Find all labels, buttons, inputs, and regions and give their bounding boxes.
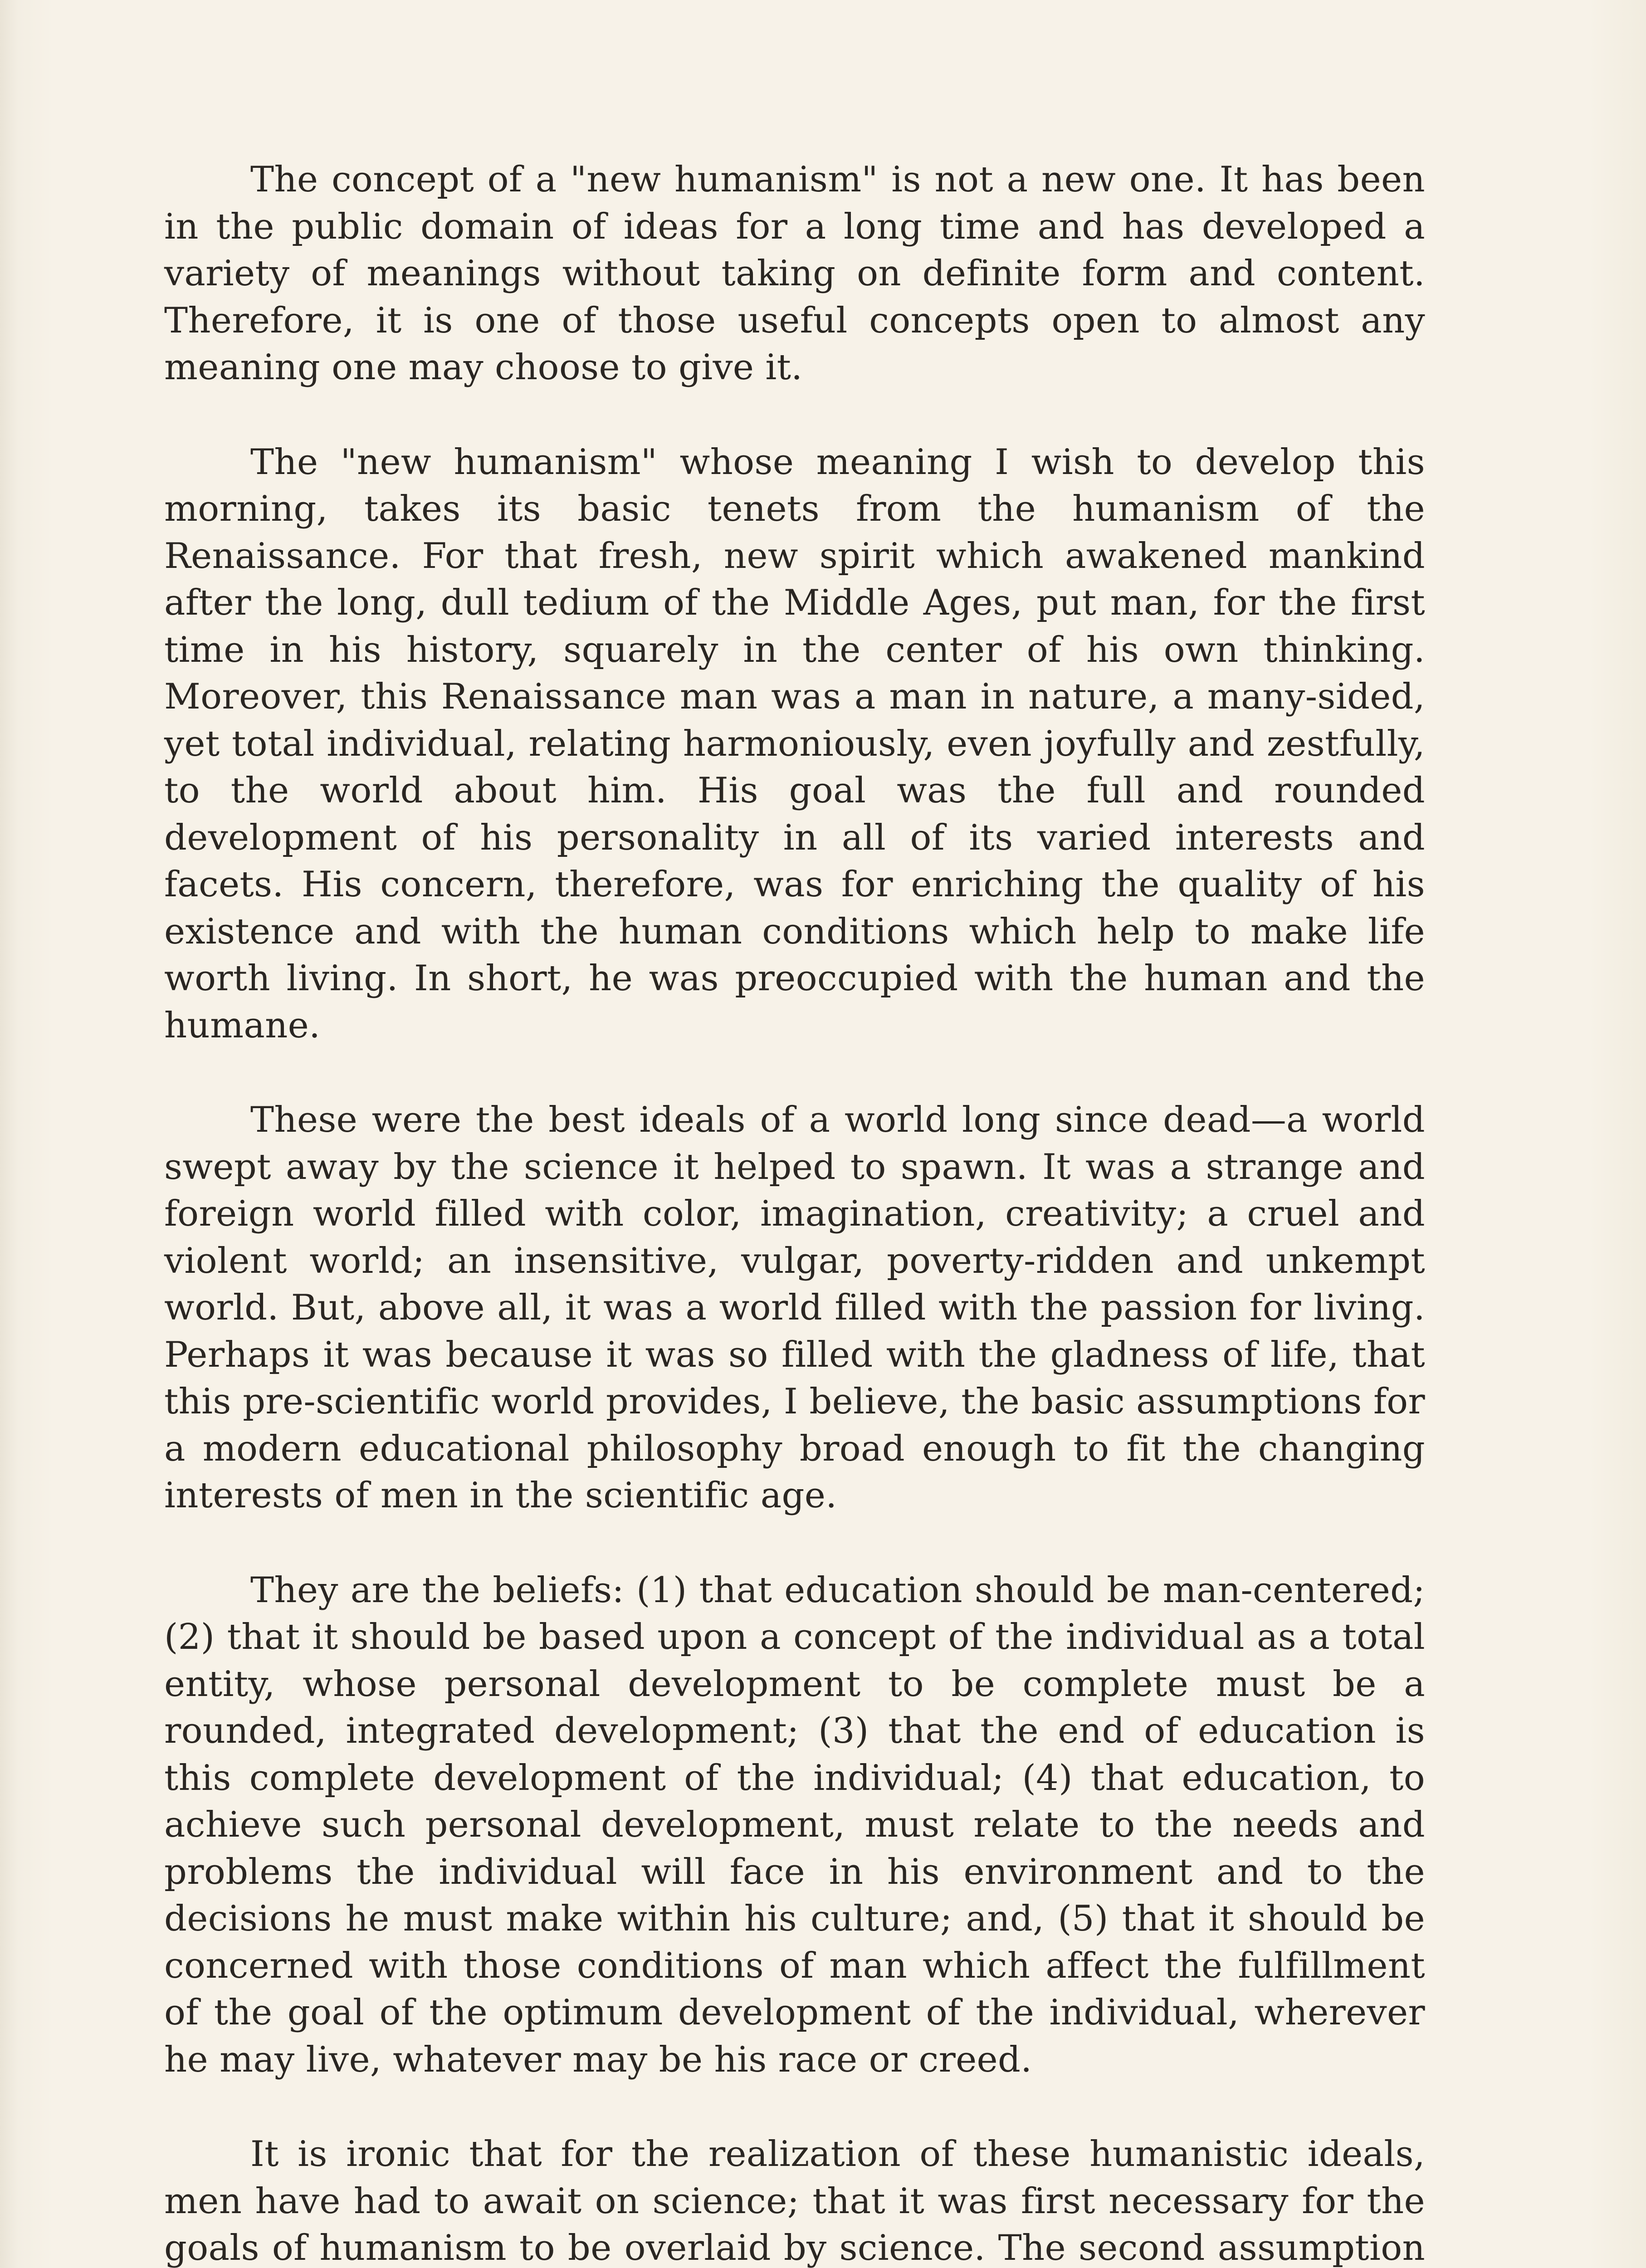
body-text	[164, 156, 1425, 2268]
paragraph-5: It is ironic that for the realization of these humanistic ideals, men have had to await on science; that it was first necessary for the goals of humanism to be overlaid by science. The second assumption	[164, 2134, 1425, 2268]
paragraph-3: These were the best ideals of a world long since dead—a world swept away by the science it helped to spawn. It was a strange and foreign world filled with color, imagination, creativity; a cruel and violent world; an insensitive, vulgar, poverty-ridden and unkempt world. But, above all, it was a world filled with the passion for living. Perhaps it was because it was so filled with the gladness of life, that this pre-scientific world provides, I believe, the basic assumptions for a modern educational philosophy broad enough to fit the changing interests of men in the scientific age.	[164, 1100, 1425, 1516]
paragraph-4: They are the beliefs: (1) that education should be man-centered; (2) that it should be based upon a concept of the individual as a total entity, whose personal development to be complete must be a rounded, integrated development; (3) that the end of education is this complete development of the individual; (4) that education, to achieve such personal development, must relate to the needs and problems the individual will face in his environment and to the decisions he must make within his culture; and, (5) that it should be concerned with those conditions of man which affect the fulfillment of the goal of the optimum development of the individual, wherever he may live, whatever may be his race or creed.	[164, 1569, 1425, 2080]
paragraph-1: The concept of a "new humanism" is not a new one. It has been in the public domain of ideas for a long time and has developed a variety of meanings without taking on definite form and content. Therefore, it is one of those useful concepts open to almost any meaning one may choose to give it.	[164, 159, 1425, 388]
paragraph-2: The "new humanism" whose meaning I wish to develop this morning, takes its basic tenets from the humanism of the Renaissance. For that fresh, new spirit which awakened mankind after the long, dull tedium of the Middle Ages, put man, for the first time in his history, squarely in the center of his own thinking. Moreover, this Renaissance man was a man in nature, a many-sided, yet total individual, relating harmoniously, even joyfully and zestfully, to the world about him. His goal was the full and rounded development of his personality in all of its varied interests and facets. His concern, therefore, was for enriching the quality of his existence and with the human conditions which help to make life worth living. In short, he was preoccupied with the human and the humane.	[164, 441, 1425, 1046]
